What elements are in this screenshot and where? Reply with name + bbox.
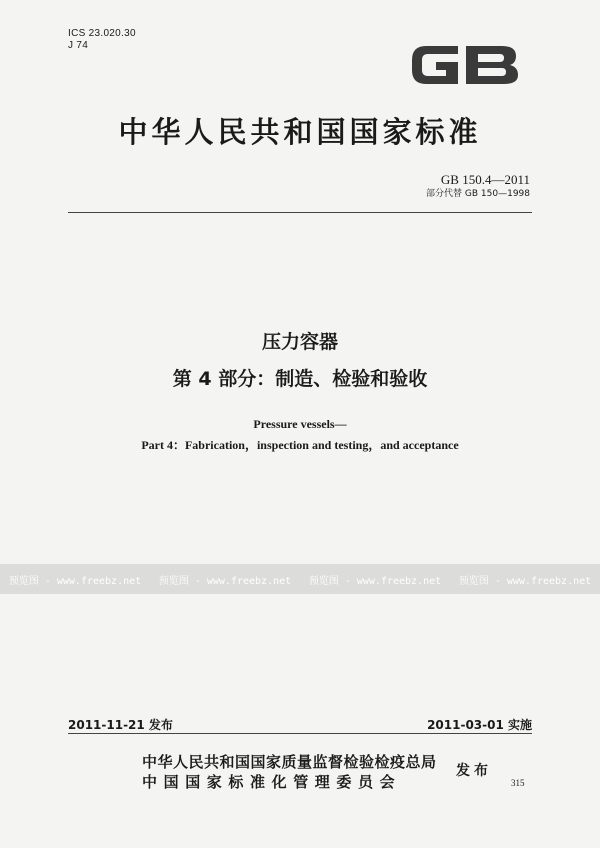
en-title-line1: Pressure vessels— (253, 417, 347, 431)
footer-divider (68, 733, 532, 734)
national-standard-title: 中华人民共和国国家标准 (118, 115, 482, 149)
watermark-banner (0, 564, 600, 594)
publish-label: 发布 (456, 763, 492, 779)
ccs-code: J 74 (68, 40, 89, 51)
classification-codes (68, 28, 136, 52)
watermark-text: 预览图 - www.freebz.net (308, 575, 442, 587)
issuing-authorities (142, 752, 437, 792)
implement-date: 2011-03-01 实施 (427, 718, 532, 732)
cn-title-line2: 第 4 部分：制造、检验和验收 (172, 368, 428, 390)
issuer-line1: 中华人民共和国国家质量监督检验检疫总局 (142, 753, 437, 771)
gb-logo-icon (404, 36, 524, 92)
page-number: 315 (511, 778, 525, 788)
issuer-line2: 中国国家标准化管理委员会 (142, 773, 402, 791)
ics-code: ICS 23.020.30 (68, 28, 136, 39)
watermark-text: 预览图 - www.freebz.net (8, 575, 142, 587)
watermark-text: 预览图 - www.freebz.net (458, 575, 592, 587)
en-title-line2: Part 4：Fabrication，inspection and testing，and acceptance (141, 438, 459, 452)
cn-title-line1: 压力容器 (261, 331, 338, 353)
watermark-text: 预览图 - www.freebz.net (158, 575, 292, 587)
standard-number-block (426, 172, 530, 200)
replaces-note: 部分代替 GB 150—1998 (426, 189, 530, 199)
issue-date: 2011-11-21 发布 (68, 718, 173, 732)
header-divider (68, 212, 532, 213)
standard-number: GB 150.4—2011 (440, 172, 530, 187)
